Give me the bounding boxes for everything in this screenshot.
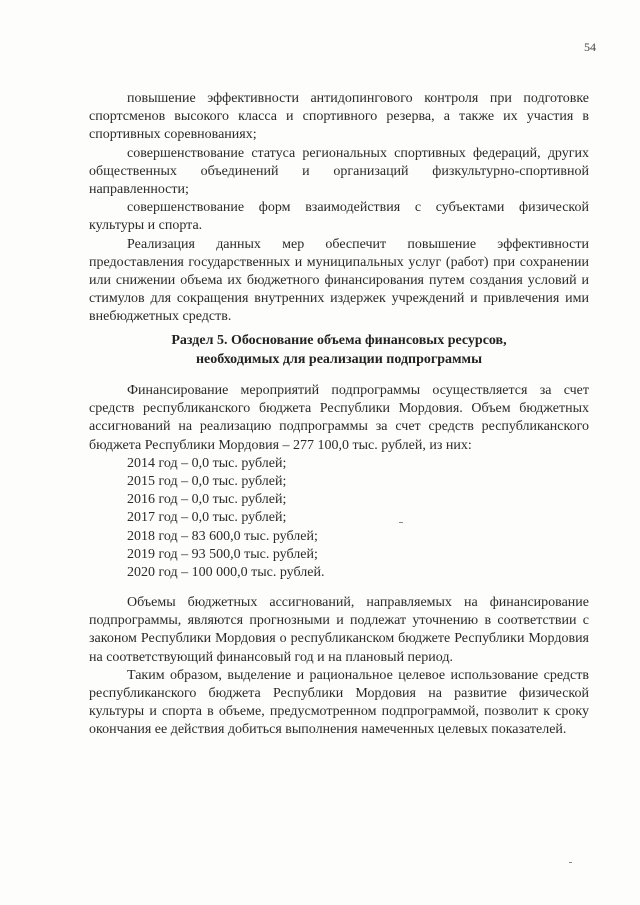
paragraph-forecast-volumes: Объемы бюджетных ассигнований, направляемых на финансирование подпрограммы, являются прогнозными и подлежат уточнению в соответствии с законом Республики Мордовия о республиканском бюджете Республики Мордовия на соответствующий финансовый год и на плановый период. [89, 595, 589, 665]
list-item-year-2019: 2019 год – 93 500,0 тыс. рублей; [127, 546, 318, 562]
financing-block [89, 382, 589, 582]
paragraph-implementation: Реализация данных мер обеспечит повышение эффективности предоставления государственных и муниципальных услуг (работ) при сохранении или снижении объема их бюджетного финансирования путем создания условий и стимулов для сокращения внутренних издержек учреждений и привлечения ими внебюджетных средств. [89, 236, 589, 325]
section-heading-line-1: Раздел 5. Обоснование объема финансовых ресурсов, [171, 333, 507, 348]
list-item-year-2017: 2017 год – 0,0 тыс. рублей; [127, 510, 287, 526]
paragraph-financing-intro: Финансирование мероприятий подпрограммы осуществляется за счет средств республиканского бюджета Республики Мордовия. Объем бюджетных ассигнований на реализацию подпрограммы за счет средств республиканского бюджета Республики Мордовия – 277 100,0 тыс. рублей, из них: [89, 383, 589, 453]
yearly-amounts-list [89, 455, 589, 582]
list-item-year-2015: 2015 год – 0,0 тыс. рублей; [127, 474, 287, 490]
paragraph-interaction: совершенствование форм взаимодействия с субъектами физической культуры и спорта. [89, 200, 589, 234]
list-item-year-2020: 2020 год – 100 000,0 тыс. рублей. [127, 565, 325, 581]
scan-speck [569, 862, 572, 863]
paragraph-conclusion: Таким образом, выделение и рациональное целевое использование средств республиканского бюджета Республики Мордовия на развитие физической культуры и спорта в объеме, предусмотренном подпрограммой, позволит к сроку окончания ее действия добиться выполнения намеченных целевых показателей. [89, 667, 589, 738]
list-item-year-2016: 2016 год – 0,0 тыс. рублей; [127, 492, 287, 508]
paragraph-federations: совершенствование статуса региональных спортивных федераций, других общественных объединений и организаций физкультурно-спортивной направленности; [89, 145, 589, 198]
measures-text-block [89, 90, 589, 327]
list-item-year-2018: 2018 год – 83 600,0 тыс. рублей; [127, 528, 318, 544]
section-heading-line-2: необходимых для реализации подпрограммы [195, 352, 483, 367]
paragraph-antidoping: повышение эффективности антидопингового контроля при подготовке спортсменов высокого класса и спортивного резерва, а также их участия в спортивных соревнованиях; [89, 91, 589, 143]
scan-speck [399, 522, 403, 523]
section-heading [89, 331, 589, 369]
page-number: 54 [584, 40, 596, 54]
closing-block [89, 594, 589, 740]
list-item-year-2014: 2014 год – 0,0 тыс. рублей; [127, 455, 287, 471]
